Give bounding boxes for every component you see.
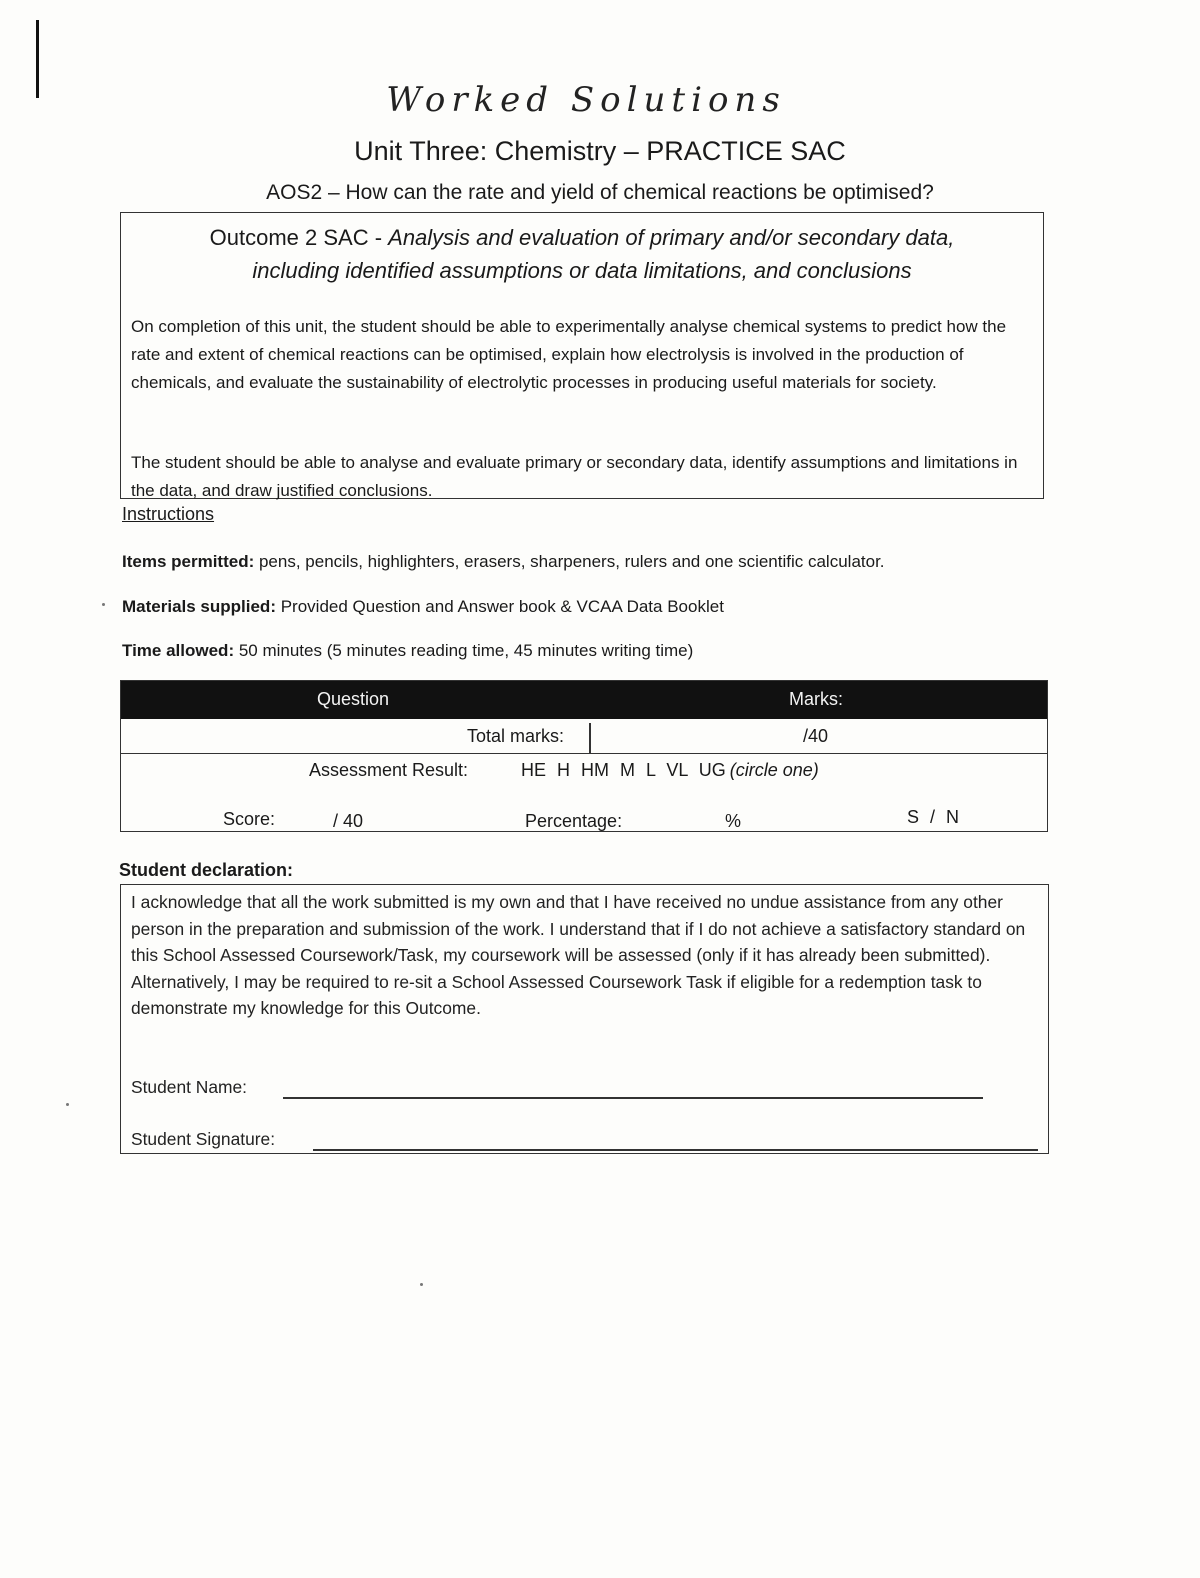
items-permitted-value: pens, pencils, highlighters, erasers, sharpeners, rulers and one scientific calculator. [254,552,885,571]
assessment-result-row [121,754,1047,832]
outcome-paragraph-1: On completion of this unit, the student should be able to experimentally analyse chemical systems to predict how the rate and extent of chemical reactions can be optimised, explain how electrolysis is involved in the production of chemicals, and evaluate the sustainability of electrolytic processes in producing useful materials for society. [131,317,1007,392]
outcome-heading [121,221,1043,287]
materials-supplied-value: Provided Question and Answer book & VCAA Data Booklet [275,597,724,616]
score-label: Score: [223,809,276,829]
question-column-header: Question [317,689,390,709]
outcome-paragraph-2: The student should be able to analyse and evaluate primary or secondary data, identify assumptions and limitations in the data, and draw justified conclusions. [131,453,1018,500]
items-permitted-line [122,552,885,572]
outcome-box [120,212,1044,499]
outcome-emphasis-line2: including identified assumptions or data limitations, and conclusions [252,258,912,283]
total-marks-row [121,719,1047,754]
grade-options[interactable] [521,760,819,781]
satisfactory-indicator[interactable]: S / N [907,807,963,827]
materials-supplied-label: Materials supplied: [122,597,276,616]
outcome-emphasis-line1: Analysis and evaluation of primary and/or secondary data, [388,225,955,250]
time-allowed-value: 50 minutes (5 minutes reading time, 45 minutes writing time) [234,641,694,660]
student-name-label: Student Name: [131,1077,248,1097]
page-title: Unit Three: Chemistry – PRACTICE SAC [354,136,846,166]
grade-list[interactable]: HE H HM M L VL UG [521,760,726,780]
declaration-text: I acknowledge that all the work submitted is my own and that I have received no undue assistance from any other person in the preparation and submission of the work. I understand that if I do not achieve a satisfactory standard on this School Assessed Coursework/Task, my coursework will be assessed (only if it has already been submitted). Alternatively, I may be required to re-sit a School Assessed Coursework Task if eligible for a redemption task to demonstrate my knowledge for this Outcome. [131,892,1026,1018]
total-marks-label: Total marks: [467,726,565,746]
scan-speck [66,1103,69,1106]
outcome-lead: Outcome 2 SAC - [209,225,389,250]
score-field[interactable]: / 40 [333,811,364,831]
student-signature-field[interactable] [313,1149,1038,1151]
total-marks-value[interactable]: /40 [803,726,829,746]
marks-table-header [121,681,1047,719]
declaration-box [120,884,1049,1154]
percentage-field[interactable]: % [725,811,742,831]
student-name-field[interactable] [283,1097,983,1099]
handwritten-title: Worked Solutions [386,80,786,120]
page-subtitle: AOS2 – How can the rate and yield of chemical reactions be optimised? [266,181,934,204]
time-allowed-label: Time allowed: [122,641,235,660]
materials-supplied-line [122,597,724,617]
instructions-heading: Instructions [122,504,215,524]
scan-speck [420,1283,423,1286]
declaration-heading: Student declaration: [119,860,294,880]
student-signature-label: Student Signature: [131,1129,276,1149]
circle-one-note: (circle one) [729,760,819,780]
time-allowed-line [122,641,693,661]
marks-table [120,680,1048,832]
table-divider [589,723,591,753]
items-permitted-label: Items permitted: [122,552,255,571]
assessment-result-label: Assessment Result: [309,760,469,780]
percentage-label: Percentage: [525,811,623,831]
scan-speck [102,603,105,606]
marks-column-header: Marks: [789,689,843,709]
